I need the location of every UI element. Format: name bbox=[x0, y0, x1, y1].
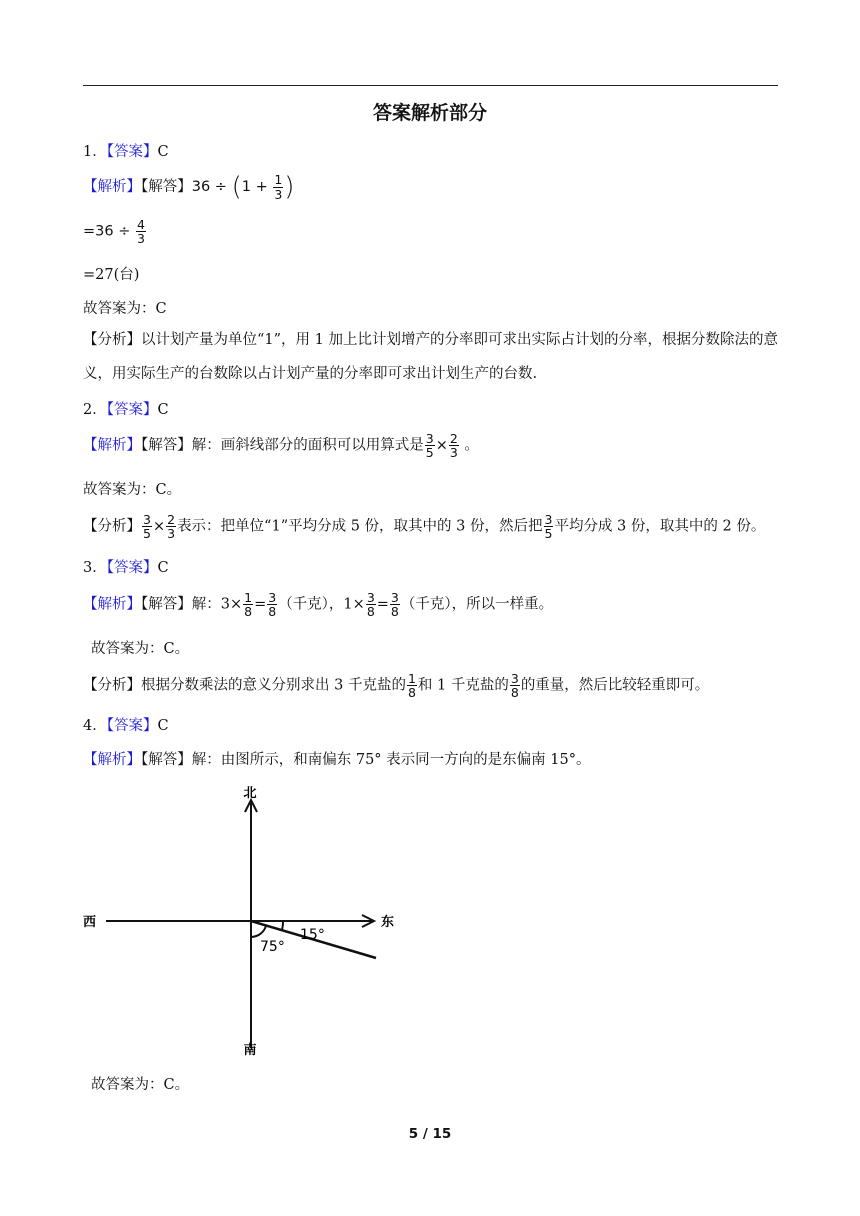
q3-analysis-b: 和 1 千克盐的 bbox=[417, 677, 509, 694]
fraction bbox=[449, 432, 459, 459]
denominator: 8 bbox=[390, 604, 399, 620]
q1-analysis-text: 以计划产量为单位“1”，用 1 加上比计划增产的分率即可求出实际占计划的分率，根据分数除法的意义，用实际生产的台数除以占计划产量的分率即可求出计划生产的台数. bbox=[83, 332, 778, 382]
angle-label-15: 15° bbox=[300, 927, 325, 943]
numerator: 2 bbox=[167, 512, 176, 527]
q1-expr-b: 1 + bbox=[241, 179, 273, 195]
numerator: 3 bbox=[143, 512, 151, 527]
q1-answer-line bbox=[83, 140, 169, 161]
times-sign: × bbox=[435, 437, 448, 454]
denominator: 3 bbox=[167, 526, 176, 542]
q3-text-3: （千克），所以一样重。 bbox=[400, 596, 554, 613]
q3-answer-line bbox=[83, 556, 169, 577]
numerator: 4 bbox=[136, 217, 145, 232]
denominator: 8 bbox=[366, 604, 375, 620]
numerator: 1 bbox=[407, 671, 416, 686]
q3-final: 故答案为：C。 bbox=[91, 641, 190, 657]
q2-analysis-text-b: 平均分成 3 份，取其中的 2 份。 bbox=[554, 518, 766, 535]
q3-solution-line bbox=[83, 591, 553, 618]
q3-text-2: （千克），1× bbox=[278, 596, 365, 613]
fraction bbox=[544, 513, 554, 540]
fraction bbox=[142, 513, 152, 540]
angle-arc-15 bbox=[282, 921, 283, 930]
q1-number: 1． bbox=[83, 144, 107, 160]
angle-arc-75 bbox=[251, 926, 266, 937]
denominator: 5 bbox=[425, 445, 434, 461]
jiexi-tag: 【解析】 bbox=[83, 752, 141, 768]
fraction bbox=[407, 672, 417, 699]
jie-label: 解： bbox=[191, 752, 221, 768]
q4-number: 4． bbox=[83, 718, 107, 734]
fraction bbox=[243, 591, 253, 618]
q3-analysis-c: 的重量，然后比较轻重即可。 bbox=[520, 677, 710, 694]
answer-tag: 【答案】 bbox=[106, 402, 158, 418]
fenxi-tag: 【分析】 bbox=[83, 332, 141, 348]
jie-label: 解： bbox=[191, 437, 221, 454]
q1-step-2 bbox=[83, 218, 147, 245]
q1-solution-line bbox=[83, 172, 294, 202]
numerator: 3 bbox=[425, 431, 434, 446]
east-label: 东 bbox=[381, 915, 395, 930]
page-number: 5 / 15 bbox=[408, 1126, 452, 1142]
answer-tag: 【答案】 bbox=[106, 144, 158, 160]
q2-answer-line bbox=[83, 398, 169, 419]
q3-answer: C bbox=[157, 560, 169, 576]
numerator: 3 bbox=[510, 671, 519, 686]
numerator: 3 bbox=[544, 512, 553, 527]
paren-open: ( bbox=[231, 172, 242, 202]
q1-answer: C bbox=[157, 144, 169, 160]
q2-analysis-text-a: 表示：把单位“1”平均分成 5 份，取其中的 3 份，然后把 bbox=[177, 518, 543, 535]
equals-sign: = bbox=[376, 596, 389, 613]
denominator: 3 bbox=[274, 186, 283, 202]
q2-number: 2． bbox=[83, 402, 107, 418]
q2-answer: C bbox=[157, 402, 169, 418]
equals-sign: = bbox=[254, 596, 267, 613]
q3-analysis bbox=[83, 672, 709, 699]
jieda-tag: 【解答】 bbox=[141, 752, 192, 768]
denominator: 3 bbox=[449, 445, 458, 461]
q1-final: 故答案为：C bbox=[83, 301, 167, 317]
section-title: 答案解析部分 bbox=[372, 102, 487, 124]
q4-answer-line bbox=[83, 714, 169, 735]
fraction bbox=[366, 591, 376, 618]
denominator: 8 bbox=[268, 604, 277, 620]
q3-analysis-a: 根据分数乘法的意义分别求出 3 千克盐的 bbox=[141, 677, 406, 694]
q1-step2-text: =36 ÷ bbox=[83, 223, 135, 240]
fraction bbox=[166, 513, 176, 540]
numerator: 2 bbox=[449, 431, 458, 446]
numerator: 1 bbox=[244, 590, 253, 605]
q2-text: 画斜线部分的面积可以用算式是 bbox=[220, 437, 424, 454]
q1-expr-a: 36 ÷ bbox=[191, 179, 232, 195]
jiexi-tag: 【解析】 bbox=[83, 437, 141, 454]
compass-diagram bbox=[78, 780, 408, 1060]
south-label: 南 bbox=[243, 1043, 257, 1058]
q2-final: 故答案为：C。 bbox=[83, 482, 182, 498]
jiexi-tag: 【解析】 bbox=[83, 596, 141, 613]
numerator: 1 bbox=[274, 172, 283, 188]
q3-text-1: 3× bbox=[220, 596, 243, 613]
jiexi-tag: 【解析】 bbox=[83, 179, 141, 195]
q1-step-3: =27(台) bbox=[83, 267, 140, 283]
q4-text: 由图所示，和南偏东 75° 表示同一方向的是东偏南 15°。 bbox=[220, 752, 591, 768]
fraction bbox=[425, 432, 435, 459]
q2-solution-line bbox=[83, 432, 479, 459]
jieda-tag: 【解答】 bbox=[141, 596, 192, 613]
denominator: 8 bbox=[244, 604, 253, 620]
paren-close: ) bbox=[284, 172, 295, 202]
fraction bbox=[390, 591, 400, 618]
numerator: 3 bbox=[268, 590, 277, 605]
fraction bbox=[273, 173, 283, 200]
q2-text-end: 。 bbox=[459, 437, 479, 454]
answer-tag: 【答案】 bbox=[106, 718, 158, 734]
denominator: 3 bbox=[136, 231, 145, 247]
q4-final: 故答案为：C。 bbox=[91, 1077, 190, 1093]
west-label: 西 bbox=[83, 915, 97, 930]
q4-answer: C bbox=[157, 718, 169, 734]
north-label: 北 bbox=[243, 786, 257, 801]
numerator: 3 bbox=[390, 590, 399, 605]
fraction bbox=[510, 672, 520, 699]
denominator: 8 bbox=[407, 685, 416, 701]
angle-label-75: 75° bbox=[260, 939, 285, 955]
times-sign: × bbox=[152, 518, 166, 535]
fraction bbox=[136, 218, 146, 245]
denominator: 8 bbox=[510, 685, 519, 701]
q3-number: 3． bbox=[83, 560, 107, 576]
header-rule bbox=[83, 85, 778, 86]
numerator: 3 bbox=[366, 590, 375, 605]
q4-solution-line bbox=[83, 748, 590, 769]
q1-analysis bbox=[83, 323, 783, 391]
jieda-tag: 【解答】 bbox=[141, 437, 192, 454]
answer-tag: 【答案】 bbox=[106, 560, 158, 576]
fenxi-tag: 【分析】 bbox=[83, 677, 141, 694]
denominator: 5 bbox=[544, 526, 553, 542]
fenxi-tag: 【分析】 bbox=[83, 518, 141, 535]
fraction bbox=[267, 591, 277, 618]
denominator: 5 bbox=[143, 526, 151, 542]
jieda-tag: 【解答】 bbox=[141, 179, 192, 195]
q2-analysis bbox=[83, 513, 765, 540]
jie-label: 解： bbox=[191, 596, 221, 613]
